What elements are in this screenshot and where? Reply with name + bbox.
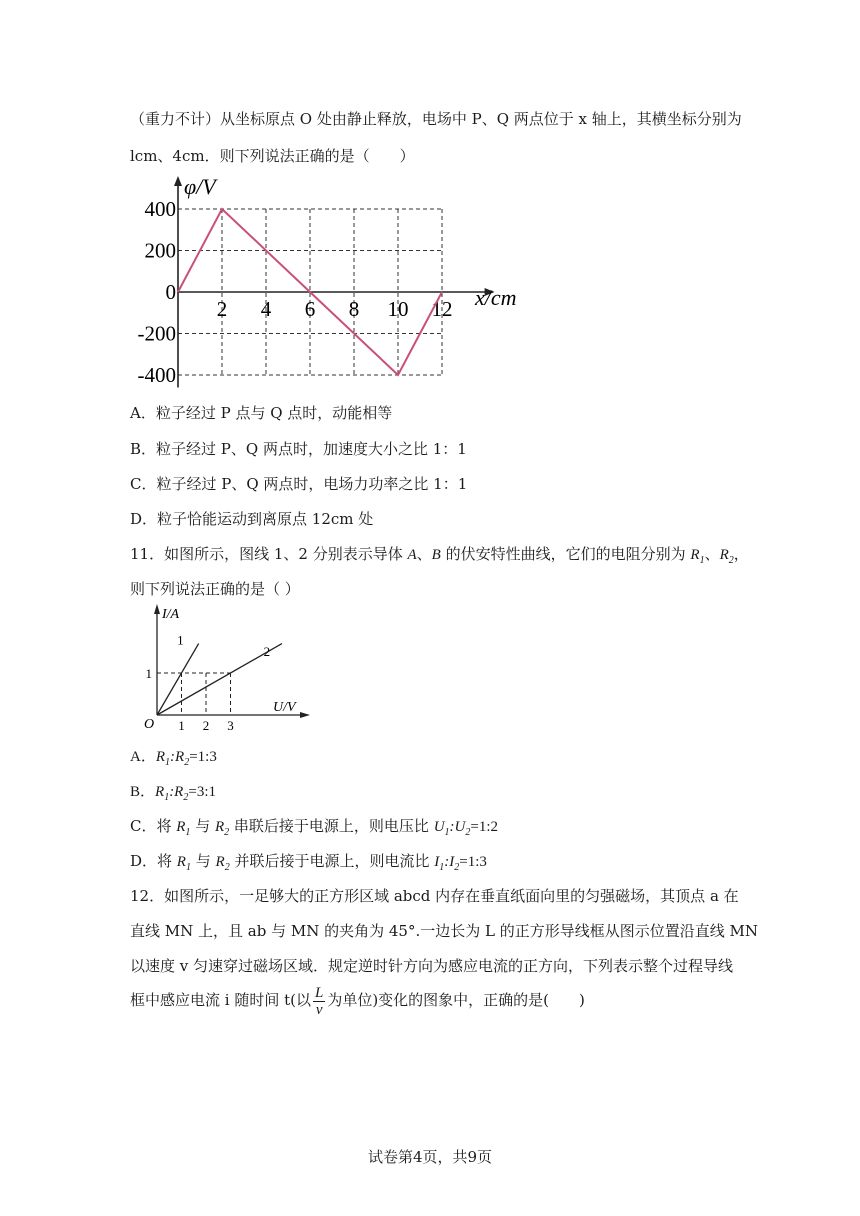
q11-stem-line2: 则下列说法正确的是（ ） (130, 580, 300, 598)
q12-fraction (313, 985, 325, 1018)
potential-chart-ylabel: φ/V (184, 174, 216, 199)
q11-var-b: B (431, 547, 441, 563)
potential-x-tick-label: 10 (387, 297, 409, 321)
iv-x-arrow (300, 712, 310, 718)
iv-chart-origin: O (144, 717, 155, 732)
q11-option-a: A．$R_1:R_2=1:3$ (130, 749, 217, 768)
q12-fraction-num: L (314, 984, 324, 1001)
q10-option-d: D．粒子恰能运动到离原点 12cm 处 (130, 510, 374, 528)
q11-r1-sub: 1 (699, 555, 705, 566)
iv-series-2-label: 2 (263, 644, 271, 660)
potential-y-tick-label: -400 (137, 363, 176, 387)
iv-chart (140, 600, 320, 740)
q12-line2: 直线 MN 上，且 ab 与 MN 的夹角为 45°.一边长为 L 的正方形导线框从图示位置沿直线 MN (130, 922, 758, 940)
page-footer: 试卷第4页，共9页 (367, 1148, 493, 1166)
q12-line1: 12．如图所示，一足够大的正方形区域 abcd 内存在垂直纸面向里的匀强磁场，其顶点 a 在 (130, 887, 739, 905)
q11-r2: R (719, 547, 729, 563)
q11-option-c: C．将 $R_1$ 与 $R_2$ 串联后接于电源上，则电压比 $U_1:U_2=1:2$ (130, 817, 498, 838)
iv-x-tick-label: 2 (202, 718, 210, 733)
potential-x-tick-label: 8 (348, 297, 360, 321)
potential-x-tick-label: 6 (304, 297, 316, 321)
q12-line4-part2: 为单位)变化的图象中，正确的是( ) (327, 991, 585, 1009)
q12-line4-part1: 框中感应电流 i 随时间 t(以 (130, 991, 311, 1009)
q10-stem-line1: （重力不计）从坐标原点 O 处由静止释放，电场中 P、Q 两点位于 x 轴上，其横坐标分别为 (130, 110, 742, 128)
q11-comma: ， (733, 545, 749, 563)
q12-line3: 以速度 v 匀速穿过磁场区域．规定逆时针方向为感应电流的正方向，下列表示整个过程导线 (130, 957, 734, 975)
q10-option-c: C．粒子经过 P、Q 两点时，电场力功率之比 1：1 (130, 475, 468, 493)
potential-chart-xlabel: x/cm (475, 285, 517, 310)
q11-option-b: B．$R_1:R_2=3:1$ (130, 784, 216, 803)
potential-chart (130, 172, 530, 394)
q10-option-a: A．粒子经过 P 点与 Q 点时，动能相等 (130, 404, 393, 422)
q11-stem-line1 (130, 543, 749, 572)
q12-fraction-den: v (315, 1001, 323, 1018)
iv-x-tick-label: 1 (178, 718, 185, 733)
potential-x-tick-label: 12 (431, 297, 453, 321)
potential-y-tick-label: 0 (165, 280, 176, 304)
potential-y-tick-label: -200 (137, 321, 176, 346)
q11-r2-sub: 2 (728, 555, 734, 566)
iv-x-tick-label: 3 (227, 718, 234, 733)
iv-y-tick-label: 1 (145, 666, 152, 681)
potential-x-tick-label: 2 (216, 297, 228, 321)
potential-y-tick-label: 200 (144, 238, 176, 263)
q11-var-a: A (407, 547, 417, 563)
potential-y-arrow (174, 176, 182, 186)
potential-x-tick-label: 4 (260, 297, 272, 321)
q11-option-d: D．将 $R_1$ 与 $R_2$ 并联后接于电源上，则电流比 $I_1:I_2=1:3$ (130, 852, 487, 873)
q11-sep1: 、 (416, 545, 432, 563)
q11-sep2: 、 (704, 545, 720, 563)
q11-stem-part1: 11．如图所示，图线 1、2 分别表示导体 (130, 545, 408, 563)
q10-option-b: B．粒子经过 P、Q 两点时，加速度大小之比 1：1 (130, 440, 467, 458)
q10-stem-line2: lcm、4cm．则下列说法正确的是（ ） (130, 147, 415, 165)
iv-y-arrow (154, 604, 160, 614)
q11-stem-part2: 的伏安特性曲线，它们的电阻分别为 (440, 545, 691, 563)
iv-chart-xlabel: U/V (273, 700, 296, 715)
q11-r1: R (690, 547, 700, 563)
iv-series-1 (157, 644, 199, 715)
iv-series-1-label: 1 (177, 632, 184, 648)
iv-chart-ylabel: I/A (162, 607, 180, 622)
q12-line4 (130, 983, 585, 1018)
potential-y-tick-label: 400 (144, 197, 176, 221)
